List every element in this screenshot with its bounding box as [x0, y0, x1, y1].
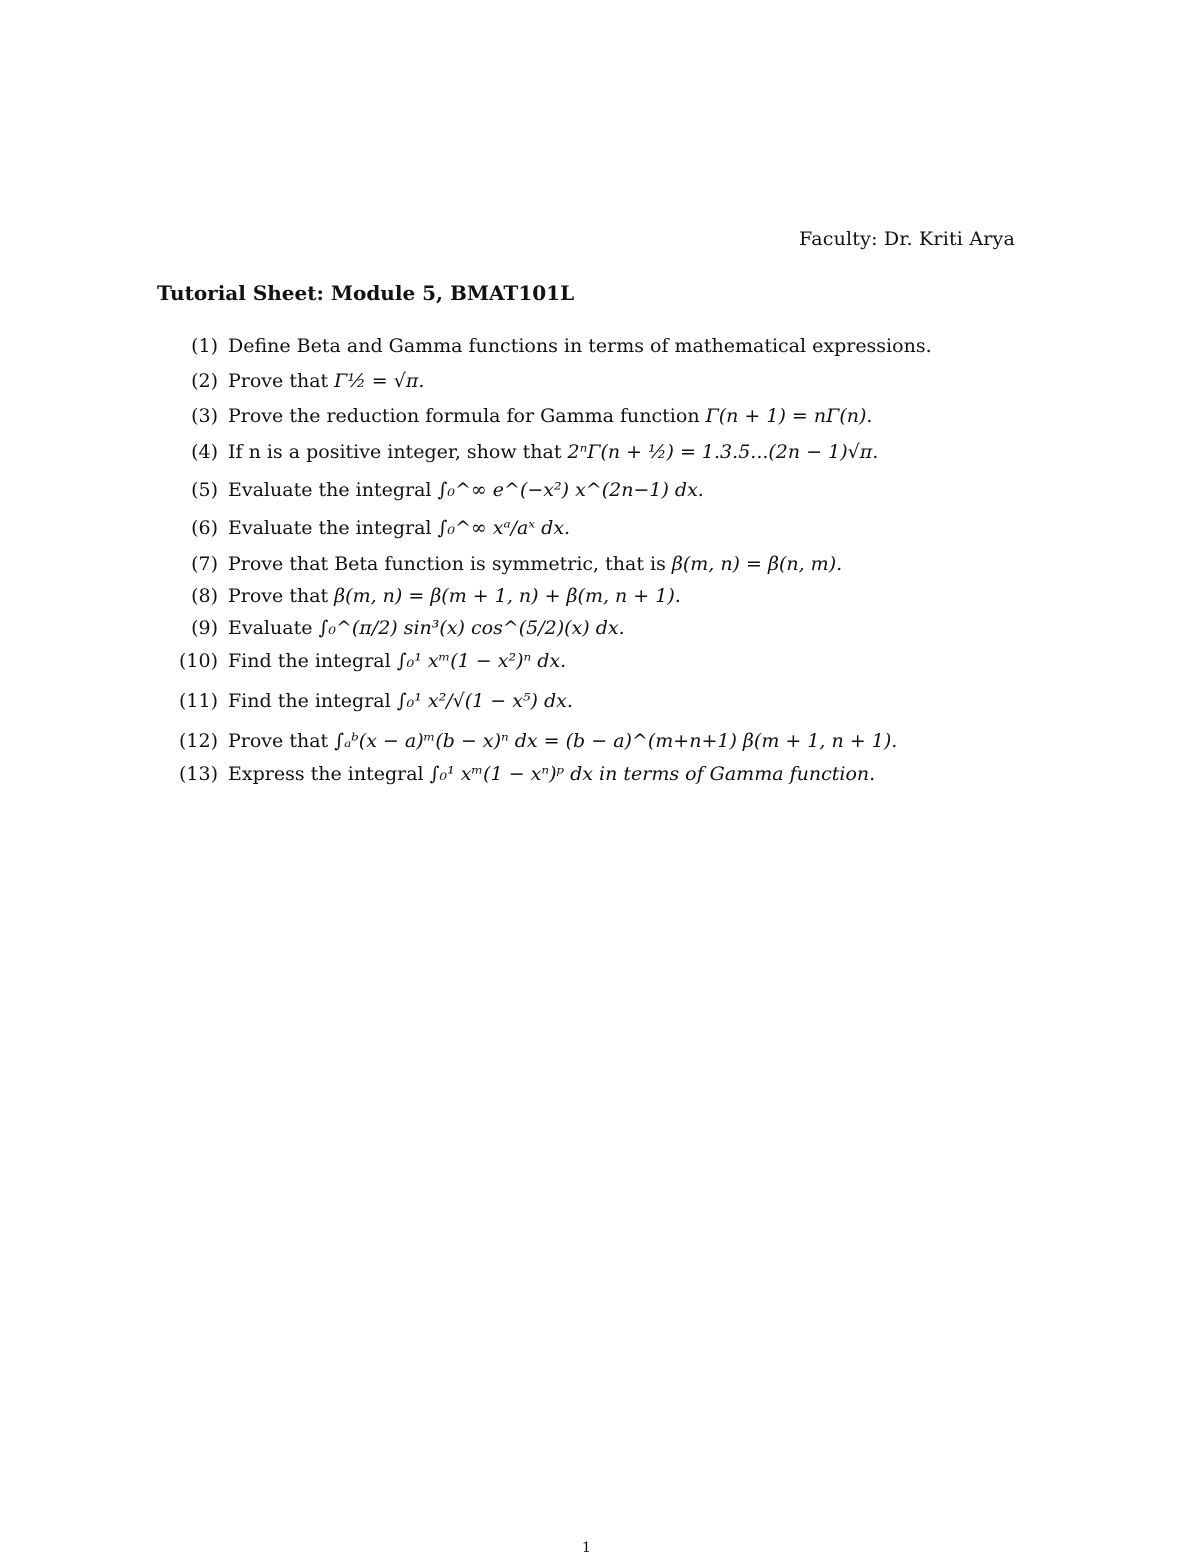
problem-math: β(m, n) = β(m + 1, n) + β(m, n + 1). — [334, 584, 681, 607]
problem-text: Prove that — [228, 369, 329, 392]
problem-text: Express the integral — [228, 762, 424, 785]
faculty-name: Faculty: Dr. Kriti Arya — [799, 228, 1015, 250]
problem-text: Evaluate the integral — [228, 516, 432, 539]
problem-item — [170, 678, 1070, 724]
problem-item — [170, 508, 1070, 548]
problem-text: Prove the reduction formula for Gamma function — [228, 404, 700, 427]
problem-item — [170, 432, 1070, 472]
problem-number: (3) — [191, 404, 218, 427]
problem-text: If n is a positive integer, show that — [228, 440, 562, 463]
page-number: 1 — [582, 1540, 591, 1556]
problem-text: Evaluate — [228, 616, 313, 639]
problem-item — [170, 548, 1070, 580]
problem-number: (5) — [191, 478, 218, 501]
problem-math: ∫₀^∞ xᵃ/aˣ dx. — [437, 516, 571, 539]
problem-item — [170, 400, 1070, 432]
problem-item — [170, 580, 1070, 612]
problem-text: Define Beta and Gamma functions in terms of mathematical expressions. — [228, 334, 932, 357]
problem-item — [170, 644, 1070, 678]
problem-number: (9) — [191, 616, 218, 639]
problem-number: (10) — [178, 649, 218, 672]
problem-number: (8) — [191, 584, 218, 607]
problem-number: (13) — [178, 762, 218, 785]
problem-math: Γ½ = √π. — [334, 369, 425, 392]
problem-math: ∫₀¹ xᵐ(1 − x²)ⁿ dx. — [396, 649, 567, 672]
problem-math: Γ(n + 1) = nΓ(n). — [705, 404, 873, 427]
problem-item — [170, 330, 1070, 362]
sheet-title: Tutorial Sheet: Module 5, BMAT101L — [157, 281, 575, 305]
problem-number: (12) — [178, 729, 218, 752]
problem-number: (6) — [191, 516, 218, 539]
problem-item — [170, 472, 1070, 508]
problem-number: (4) — [191, 440, 218, 463]
problem-math: ∫₀^∞ e^(−x²) x^(2n−1) dx. — [437, 478, 704, 501]
problem-number: (2) — [191, 369, 218, 392]
problem-item — [170, 724, 1070, 758]
problem-item — [170, 612, 1070, 644]
problem-text: Find the integral — [228, 689, 391, 712]
problem-math: ∫₀¹ x²/√(1 − x⁵) dx. — [396, 689, 573, 712]
problem-math: ∫₀^(π/2) sin³(x) cos^(5/2)(x) dx. — [318, 616, 625, 639]
problem-list — [170, 330, 1070, 790]
problem-text: Prove that Beta function is symmetric, that is — [228, 552, 666, 575]
problem-math: ∫ₐᵇ(x − a)ᵐ(b − x)ⁿ dx = (b − a)^(m+n+1) β(m + 1, n + 1). — [334, 729, 898, 752]
problem-math: β(m, n) = β(n, m). — [671, 552, 843, 575]
problem-item — [170, 758, 1070, 790]
problem-number: (1) — [191, 334, 218, 357]
problem-math: 2ⁿΓ(n + ½) = 1.3.5...(2n − 1)√π. — [567, 440, 879, 463]
problem-text: Prove that — [228, 729, 329, 752]
problem-text: Prove that — [228, 584, 329, 607]
problem-item — [170, 362, 1070, 400]
problem-number: (7) — [191, 552, 218, 575]
problem-number: (11) — [178, 689, 218, 712]
problem-text: Find the integral — [228, 649, 391, 672]
problem-math: ∫₀¹ xᵐ(1 − xⁿ)ᵖ dx in terms of Gamma function. — [429, 762, 876, 785]
problem-text: Evaluate the integral — [228, 478, 432, 501]
